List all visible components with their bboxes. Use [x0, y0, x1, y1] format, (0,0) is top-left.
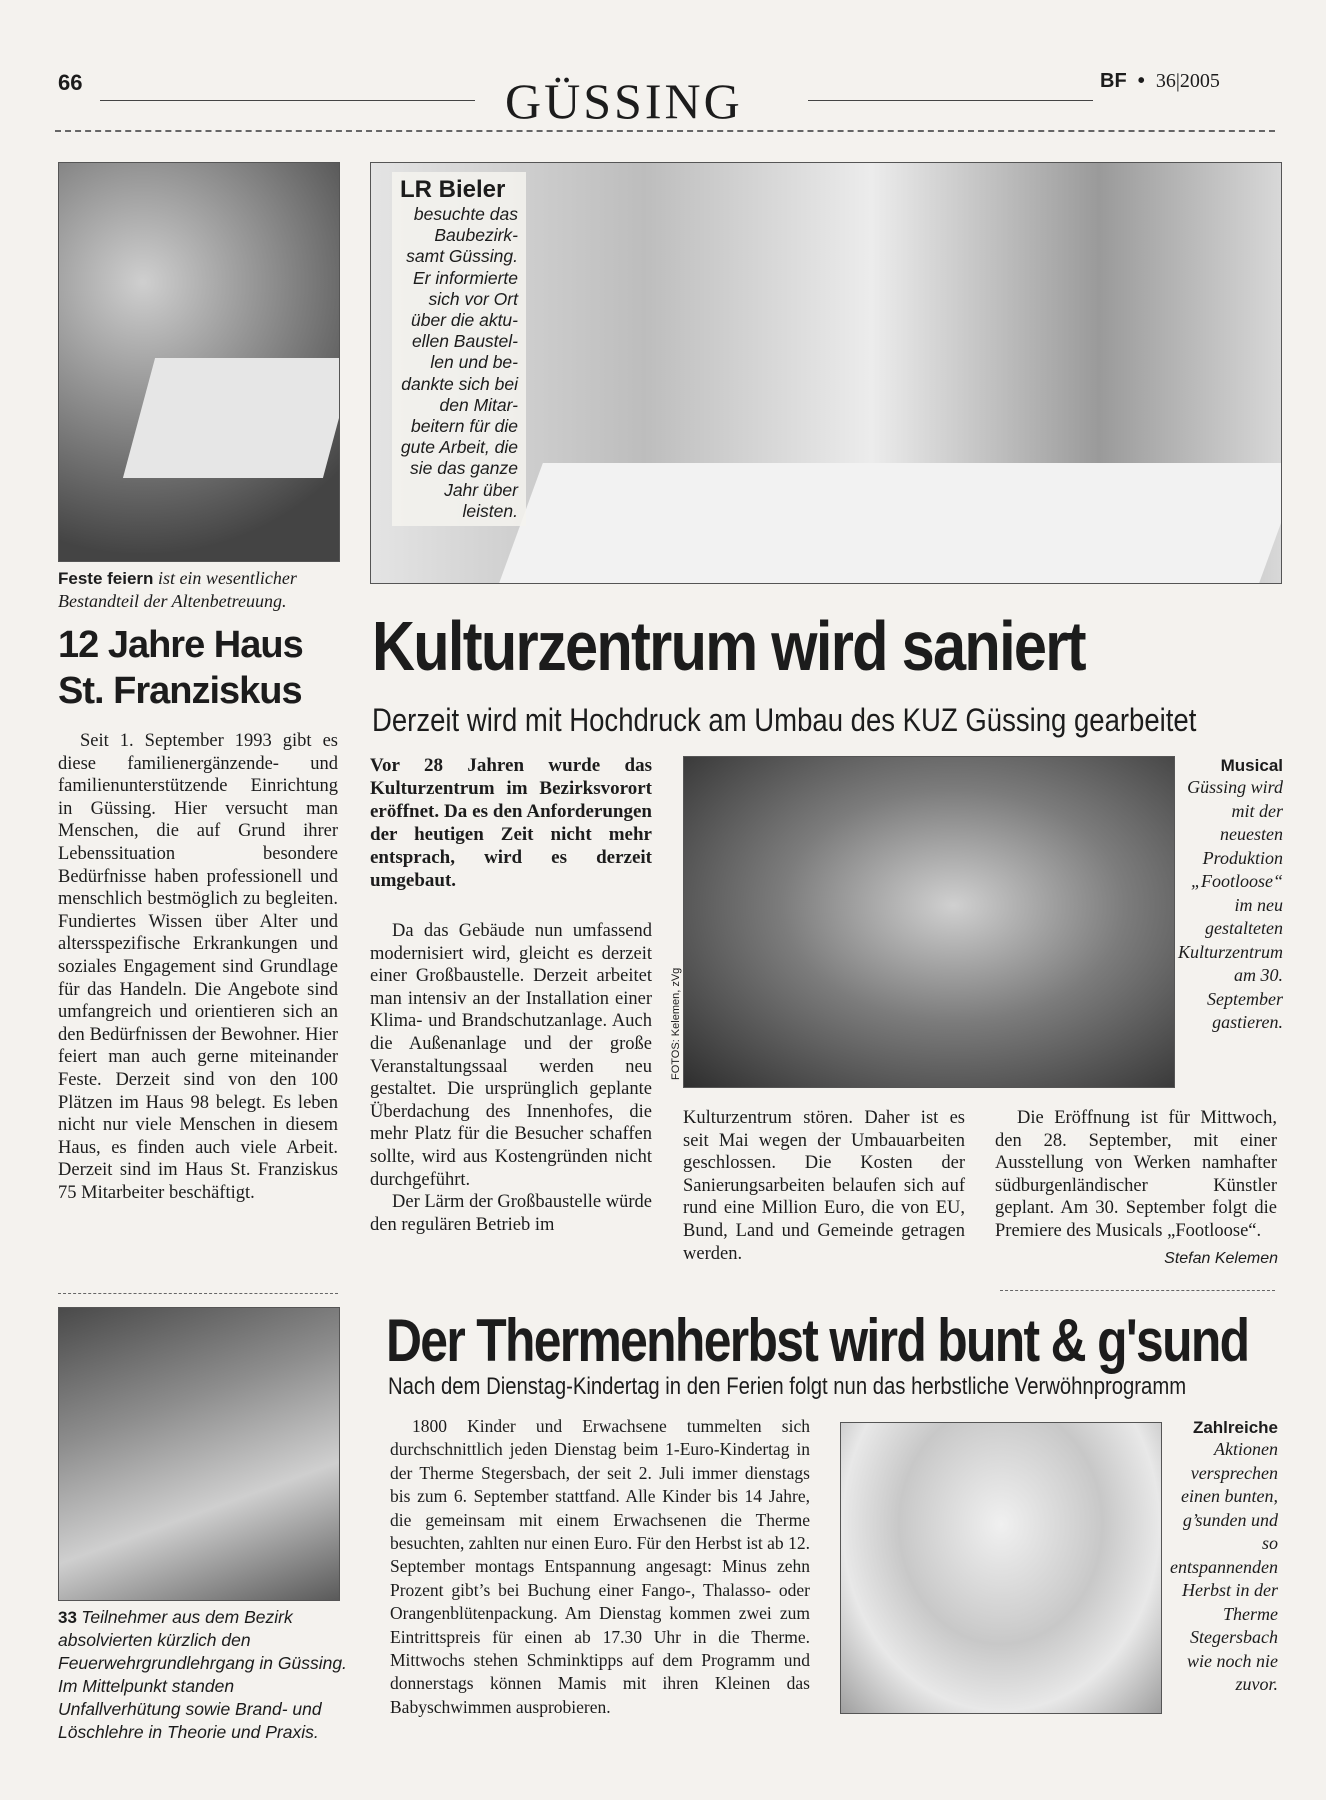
therme-subheadline: Nach dem Dienstag-Kindertag in den Ferien folgt nun das herbstliche Verwöhnprogramm — [388, 1373, 1187, 1400]
body-paragraph: Seit 1. September 1993 gibt es diese familienergänzende- und familienunterstützende Einrichtung in Güssing. Hier versucht man Menschen, die auf Grund ihrer Lebenssituation besondere Bedürfnisse haben professionell und menschlich bestmöglich zu begleiten. Fundiertes Wissen über Alter und altersspezifische Erkrankungen und soziales Engagement sind Grundlage für das Handeln. Die Angebote sind umfangreich und orientieren sich an den Bedürfnissen der Bewohner. Hier feiert man auch gerne miteinander Feste. Derzeit sind von den 100 Plätzen im Haus 98 belegt. Es leben nicht nur viele Menschen in diesem Haus, es finden auch viele Arbeit. Derzeit sind im Haus St. Franziskus 75 Mitarbeiter beschäftigt. — [58, 731, 338, 1203]
bullet-separator: • — [1132, 70, 1151, 92]
page-number: 66 — [58, 70, 83, 95]
header-rule-right — [808, 100, 1093, 101]
kuz-body-col1 — [370, 920, 652, 1236]
section-divider-left — [58, 1293, 338, 1294]
header-rule-left — [100, 100, 475, 101]
caption-text: besuchte das Baubezirk-samt Güssing. Er informierte sich vor Ort über die aktu-ellen Baustel-len und be-dankte sich bei den Mitar-beitern für die gute Arbeit, die sie das ganze Jahr über leisten. — [400, 204, 518, 521]
caption-bold: LR Bieler — [400, 176, 506, 203]
caption-bold: Feste feiern — [58, 569, 154, 588]
caption-text: Aktionen versprechen einen bunten, g’sunden und so entspannenden Herbst in der Therme Stegersbach wie noch nie zuvor. — [1170, 1439, 1278, 1694]
therme-photo — [840, 1422, 1162, 1714]
senior-home-photo — [58, 162, 340, 562]
caption-bold: Musical — [1220, 756, 1283, 775]
senior-photo-caption — [58, 567, 358, 612]
therme-headline: Der Thermenherbst wird bunt & g'sund — [386, 1307, 1249, 1374]
photo-table-surface — [499, 463, 1282, 583]
musical-photo — [683, 756, 1175, 1088]
haus-headline — [58, 622, 303, 714]
kuz-subheadline: Derzeit wird mit Hochdruck am Umbau des KUZ Güssing gearbeitet — [372, 702, 1197, 738]
caption-bold: 33 — [58, 1608, 77, 1627]
firefighter-photo — [58, 1307, 340, 1601]
body-paragraph: Der Lärm der Großbaustelle würde den regulären Betrieb im — [370, 1192, 652, 1235]
caption-text: ist ein wesentlicher Bestandteil der Altenbetreuung. — [58, 568, 297, 611]
kuz-lead: Vor 28 Jahren wurde das Kulturzentrum im Bezirksvorort eröffnet. Da es den Anforderungen der heutigen Zeit nicht mehr entsprach, wird es derzeit umgebaut. — [370, 755, 652, 891]
header-divider — [55, 130, 1275, 132]
firefighter-caption — [58, 1606, 348, 1744]
kuz-headline: Kulturzentrum wird saniert — [372, 607, 1085, 685]
haus-body — [58, 730, 338, 1204]
headline-line-2: St. Franziskus — [58, 670, 302, 712]
therme-caption — [1168, 1418, 1278, 1697]
caption-text: Güssing wird mit der neuesten Produktion „Footloose“ im neu gestalteten Kulturzentrum am 30. September gastieren. — [1178, 777, 1284, 1032]
kuz-body-col2 — [683, 1107, 965, 1265]
body-paragraph: Kulturzentrum stören. Daher ist es seit Mai wegen der Umbauarbeiten geschlossen. Die Kosten der Sanierungsarbeiten belaufen sich auf rund eine Million Euro, die von EU, Bund, Land und Gemeinde getragen werden. — [683, 1108, 965, 1264]
publication-mark — [1100, 70, 1220, 93]
photo-credit: FOTOS: Kelemen, zVg — [670, 967, 682, 1080]
photo-table — [123, 358, 340, 478]
issue-number: 36|2005 — [1155, 70, 1220, 92]
publication-name: BF — [1100, 70, 1127, 92]
headline-line-1: 12 Jahre Haus — [58, 624, 303, 666]
section-divider-right — [1000, 1290, 1275, 1291]
body-paragraph: 1800 Kinder und Erwachsene tummelten sich durchschnittlich jeden Dienstag beim 1-Euro-Kindertag in der Therme Stegersbach, der seit 2. Juli immer dienstags bis zum 6. September stattfand. Alle Kinder bis 14 Jahre, die gemeinsam mit einem Erwachsenen die Therme besuchten, zahlten nur einen Euro. Für den Herbst ist ab 12. September montags Entspannung angesagt: Minus zehn Prozent gibt’s bei Buchung einer Fango-, Thalasso- oder Orangenblütenpackung. Am Dienstag kommen zwei zum Eintrittspreis für einen ab 17.30 Uhr in die Therme. Mittwochs stehen Schminktipps auf dem Programm und donnerstags können Mamis mit ihren Kleinen das Babyschwimmen ausprobieren. — [390, 1416, 810, 1717]
caption-text: Teilnehmer aus dem Bezirk absolvierten kürzlich den Feuerwehrgrundlehrgang in Güssing. Im Mittelpunkt standen Unfallverhütung sowie Brand- und Löschlehre in Theorie und Praxis. — [58, 1607, 347, 1742]
body-paragraph: Die Eröffnung ist für Mittwoch, den 28. September, mit einer Ausstellung von Werken namhafter südburgenländischer Künstler geplant. Am 30. September folgt die Premiere des Musicals „Footloose“. — [995, 1108, 1277, 1241]
officials-caption-box — [392, 172, 526, 526]
kuz-body-col3 — [995, 1107, 1277, 1243]
author-byline: Stefan Kelemen — [1164, 1250, 1278, 1267]
musical-caption — [1178, 756, 1283, 1035]
therme-body — [390, 1415, 810, 1719]
body-paragraph: Da das Gebäude nun umfassend modernisiert wird, gleicht es derzeit einer Großbaustelle. Derzeit arbeitet man intensiv an der Installation einer Klima- und Brandschutzanlage. Auch die Außenanlage und der große Veranstaltungssaal werden neu gestaltet. Die ursprünglich geplante Überdachung des Innenhofes, die mehr Platz für die Besucher schaffen sollte, wird aus Kostengründen nicht durchgeführt. — [370, 921, 652, 1190]
caption-bold: Zahlreiche — [1192, 1418, 1278, 1437]
section-title: GÜSSING — [505, 73, 743, 129]
